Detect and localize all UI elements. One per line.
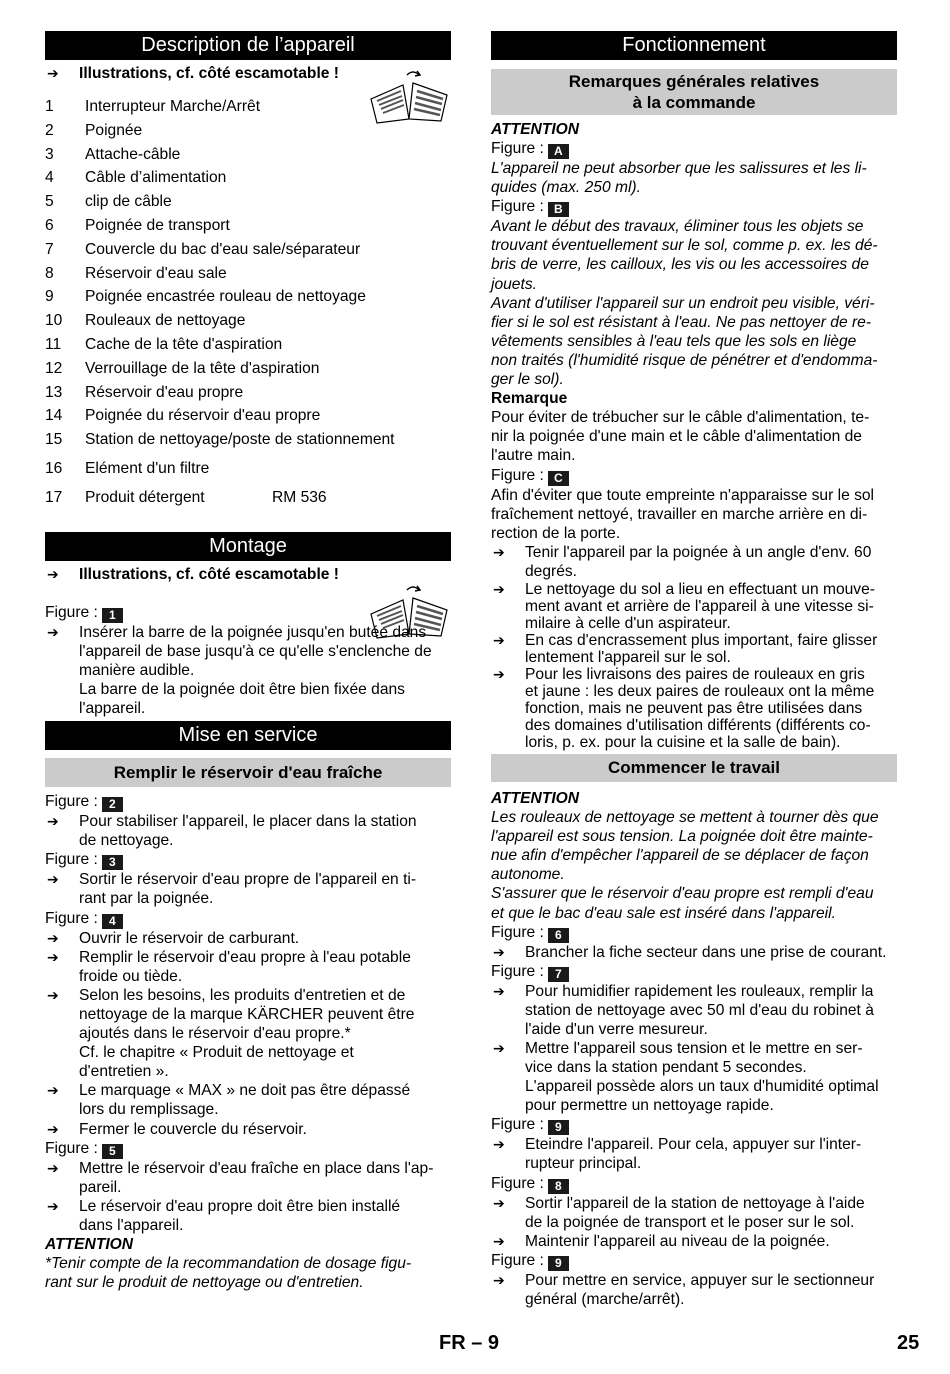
arrow-icon: ➔ [493,982,505,999]
list-item: ➔ Tenir l'appareil par la poignée à un angle d'env. 60 [493,543,872,561]
attention-label: ATTENTION [491,121,580,138]
arrow-icon: ➔ [493,1136,505,1153]
arrow-icon: ➔ [47,1082,59,1099]
figure-badge: A [548,144,569,159]
figure-badge: 9 [548,1120,569,1135]
list-item: 15 Station de nettoyage/poste de stationnement [45,431,395,449]
arrow-icon: ➔ [47,986,59,1003]
list-item: ➔ Brancher la fiche secteur dans une prise de courant. [493,943,887,961]
list-item: ➔ Insérer la barre de la poignée jusqu'en butée dans [47,623,427,641]
arrow-icon: ➔ [47,813,59,830]
left-column: Description de l’appareil ➔ Illustrations, cf. côté escamotable ! 1 Interrupteur Marche/Arrêt 2 Poignée 3 Attache-câble 4 Câble d’alimentation 5 clip de câble 6 Poignée de transport 7 Couvercle du bac d'eau sale/séparateur 8 Réservoir d'eau sale 9 Poignée encastrée rouleau de nettoyage 10 Rouleaux de nettoyage 11 Cache de la tête d'aspiration 12 Verrouillage de la tête d'aspiration 13 Réservoir d'eau propre 14 Poignée du réservoir d'eau propre 15 Station de nettoyage/poste de stationnement 16 Elément d'un filtre 17 Produit détergent RM 536 Montage ➔ Illustrations, cf. côté escamotable ! Figure : 1 ➔ Insérer la barre de la poignée jusqu'en butée dans l'appareil de base jusqu'à ce qu'elle s'enclenche de manière audible. La barre de la poignée doit être bien fixée dans l'appareil. Mise en service Remplir le réservoir d'eau fraîche Figure : 2 ➔ Pour stabiliser l'appareil, le placer dans la station de nettoyage. Figure : 3 ➔ Sortir le réservoir d'eau propre de l'appareil en ti- rant par la poignée. Figure : 4 ➔ Ouvrir le réservoir de carburant. ➔ Remplir le réservoir d'eau propre à l'eau potable froide ou tiède. ➔ Selon les besoins, les produits d'entretien et de nettoyage de la marque KÄRCHER peuvent être ajoutés dans le réservoir d'eau propre.* Cf. le chapitre « Produit de nettoyage et d'entretien ». ➔ Le marquage « MAX » ne doit pas être dépassé lors du remplissage. ➔ Fermer le couvercle du réservoir. Figure : 5 ➔ Mettre le réservoir d'eau fraîche en place dans l'ap- pareil. ➔ Le réservoir d'eau propre doit être bien installé dans l'appareil. ATTENTION *Tenir compte de la recommandation de dosage figu- rant sur le produit de nettoyage ou d'entretien. [45,31,451,1292]
arrow-icon: ➔ [47,929,59,946]
subsection-title: Commencer le travail [491,754,897,782]
list-item: ➔ Pour mettre en service, appuyer sur le sectionneur [493,1271,875,1289]
list-item: 3 Attache-câble [45,145,181,163]
arrow-icon: ➔ [47,565,59,582]
figure-ref: Figure : 5 [45,1139,451,1159]
figure-ref: Figure : 2 [45,792,451,812]
list-item: ➔ Le réservoir d'eau propre doit être bien installé [47,1197,401,1215]
list-item: ➔ Le marquage « MAX » ne doit pas être dépassé [47,1082,411,1100]
figure-ref: Figure : C [491,466,897,486]
list-item: ➔ En cas d'encrassement plus important, faire glisser [493,631,878,649]
figure-ref: Figure : 6 [491,923,897,943]
arrow-icon: ➔ [493,1040,505,1056]
list-item: ➔ Le nettoyage du sol a lieu en effectuant un mouve- [493,580,875,598]
list-item: ➔ Sortir l'appareil de la station de nettoyage à l'aide [493,1194,865,1212]
arrow-icon: ➔ [493,943,505,960]
list-item: 6 Poignée de transport [45,217,230,235]
list-item: ➔ Ouvrir le réservoir de carburant. [47,929,300,947]
figure-badge: B [548,202,569,217]
list-item: ➔ Sortir le réservoir d'eau propre de l'appareil en ti- [47,871,417,889]
list-item: 7 Couvercle du bac d'eau sale/séparateur [45,240,361,258]
list-item: ➔ Maintenir l'appareil au niveau de la poignée. [493,1232,830,1250]
arrow-icon: ➔ [47,1159,59,1176]
list-item: ➔ Pour les livraisons des paires de rouleaux en gris [493,665,865,683]
figure-badge: 7 [548,967,569,982]
figure-badge: 8 [548,1179,569,1194]
list-item: ➔ Eteindre l'appareil. Pour cela, appuyer sur l'inter- [493,1136,862,1154]
arrow-icon: ➔ [47,871,59,888]
list-item: ➔ Remplir le réservoir d'eau propre à l'eau potable [47,948,411,966]
list-item: 4 Câble d’alimentation [45,169,227,187]
arrow-icon: ➔ [493,1271,505,1288]
list-item: 9 Poignée encastrée rouleau de nettoyage [45,288,366,306]
list-item: ➔ Mettre le réservoir d'eau fraîche en place dans l'ap- [47,1159,434,1177]
list-item: 13 Réservoir d'eau propre [45,383,244,401]
arrow-icon: ➔ [47,1120,59,1137]
arrow-icon: ➔ [47,948,59,965]
arrow-icon: ➔ [493,631,505,648]
subsection-title: Remplir le réservoir d'eau fraîche [45,758,451,787]
figure-ref: Figure : A [491,139,897,159]
arrow-icon: ➔ [493,1194,505,1211]
figure-badge: C [548,471,569,486]
list-item: ➔ Selon les besoins, les produits d'entretien et de [47,986,406,1004]
figure-ref: Figure : 4 [45,909,451,929]
list-item: ➔ Pour stabiliser l'appareil, le placer dans la station [47,813,417,831]
section-title-description: Description de l’appareil [45,31,451,60]
remarque-label: Remarque [491,390,568,408]
figure-ref: Figure : 1 [45,603,451,623]
figure-badge: 6 [548,928,569,943]
bullet-block: ➔ Le nettoyage du sol a lieu en effectuant un mouve- ment avant et arrière de l'appareil à une vitesse si- milaire à celle d'un aspirateur. ➔ En cas d'encrassement plus important, faire glisser lentement l'appareil sur le sol. ➔ Pour les livraisons des paires de rouleaux en gris et jaune : les deux paires de rouleaux ont la même fonction, mais ne peuvent pas être utilisées dans des domaines d'utilisation différents (différents co- loris, p. ex. pour la cuisine et la salle de bain). [491,581,897,751]
arrow-icon: ➔ [493,665,505,682]
arrow-icon: ➔ [47,1197,59,1214]
list-item: ➔ Mettre l'appareil sous tension et le mettre en ser- [493,1040,863,1057]
attention-label: ATTENTION [491,789,580,807]
attention-label: ATTENTION [45,1235,134,1253]
section-title-fonctionnement: Fonctionnement [491,31,897,60]
figure-badge: 2 [102,797,123,812]
page-number: 25 [897,1332,920,1354]
arrow-icon: ➔ [47,623,59,640]
arrow-icon: ➔ [493,543,505,560]
arrow-icon: ➔ [47,65,59,81]
figure-badge: 4 [102,914,123,929]
list-item: ➔ Pour humidifier rapidement les rouleaux, remplir la [493,982,874,1000]
list-item: 11 Cache de la tête d'aspiration [45,336,283,354]
subsection-title: Remarques générales relatives à la commande [491,69,897,115]
figure-ref: Figure : 7 [491,962,897,982]
illustrations-note: ➔ Illustrations, cf. côté escamotable ! [47,65,339,82]
figure-badge: 3 [102,855,123,870]
page-footer-label: FR – 9 [439,1332,500,1354]
figure-ref: Figure : 9 [491,1251,897,1271]
right-column: Fonctionnement Remarques générales relatives à la commande ATTENTION Figure : A L'appareil ne peut absorber que les salissures et les li- quides (max. 250 ml). Figure : B Avant le début des travaux, éliminer tous les objets se trouvant éventuellement sur le sol, comme p. ex. les dé- bris de verre, les cailloux, les vis ou les accessoires de jouets. Avant d'utiliser l'appareil sur un endroit peu visible, véri- fier si le sol est résistant à l'eau. Ne pas nettoyer de re- vêtements sensibles à l'eau tels que les sols en liège non traités (l'humidité risque de pénétrer et d'endomma- ger le sol). Remarque Pour éviter de trébucher sur le câble d'alimentation, te- nir la poignée d'une main et le câble d'alimentation de l'autre main. Figure : C Afin d'éviter que toute empreinte n'apparaisse sur le sol fraîchement nettoyé, travailler en marche arrière en di- rection de la porte. ➔ Tenir l'appareil par la poignée à un angle d'env. 60 degrés. ➔ Le nettoyage du sol a lieu en effectuant un mouve- ment avant et arrière de l'appareil à une vitesse si- milaire à celle d'un aspirateur. ➔ En cas d'encrassement plus important, faire glisser lentement l'appareil sur le sol. ➔ Pour les livraisons des paires de rouleaux en gris et jaune : les deux paires de rouleaux ont la même fonction, mais ne peuvent pas être utilisées dans des domaines d'utilisation différents (différents co- loris, p. ex. pour la cuisine et la salle de bain). Commencer le travail ATTENTION Les rouleaux de nettoyage se mettent à tourner dès que l'appareil est sous tension. La poignée doit être mainte- nue afin d'empêcher l'appareil de se déplacer de façon autonome. S'assurer que le réservoir d'eau propre est rempli d'eau et que le bac d'eau sale est inséré dans l'appareil. Figure : 6 ➔ Brancher la fiche secteur dans une prise de courant. Figure : 7 ➔ Pour humidifier rapidement les rouleaux, remplir la station de nettoyage avec 50 ml d'eau du robinet à l'aide d'un verre mesureur. ➔ Mettre l'appareil sous tension et le mettre en ser- vice dans la station pendant 5 secondes. L'appareil possède alors un taux d'humidité optimal pour permettre un nettoyage rapide. Figure : 9 ➔ Eteindre l'appareil. Pour cela, appuyer sur l'inter- rupteur principal. Figure : 8 ➔ Sortir l'appareil de la station de nettoyage à l'aide de la poignée de transport et le poser sur le sol. ➔ Maintenir l'appareil au niveau de la poignée. Figure : 9 ➔ Pour mettre en service, appuyer sur le sectionneur général (marche/arrêt). [491,31,897,1309]
figure-badge: 1 [102,608,123,623]
parts-list [45,95,451,510]
figure-ref: Figure : 3 [45,850,451,870]
list-item: 8 Réservoir d'eau sale [45,264,227,282]
figure-ref: Figure : B [491,197,897,217]
list-item: 14 Poignée du réservoir d'eau propre [45,407,321,425]
list-item: 17 Produit détergent RM 536 [45,488,327,506]
figure-ref: Figure : 9 [491,1115,897,1135]
figure-badge: 9 [548,1256,569,1271]
figure-badge: 5 [102,1144,123,1159]
list-item: ➔ Fermer le couvercle du réservoir. [47,1120,307,1138]
illustrations-note: ➔ Illustrations, cf. côté escamotable ! [47,565,339,583]
arrow-icon: ➔ [493,580,505,597]
list-item: 16 Elément d'un filtre [45,460,210,478]
section-title-mise-en-service: Mise en service [45,721,451,750]
list-item: 12 Verrouillage de la tête d'aspiration [45,359,320,377]
list-item: 2 Poignée [45,121,143,139]
section-title-montage: Montage [45,532,451,561]
list-item: 10 Rouleaux de nettoyage [45,312,246,330]
list-item: 1 Interrupteur Marche/Arrêt [45,98,261,116]
figure-ref: Figure : 8 [491,1174,897,1194]
list-item: 5 clip de câble [45,193,172,211]
arrow-icon: ➔ [493,1232,505,1249]
